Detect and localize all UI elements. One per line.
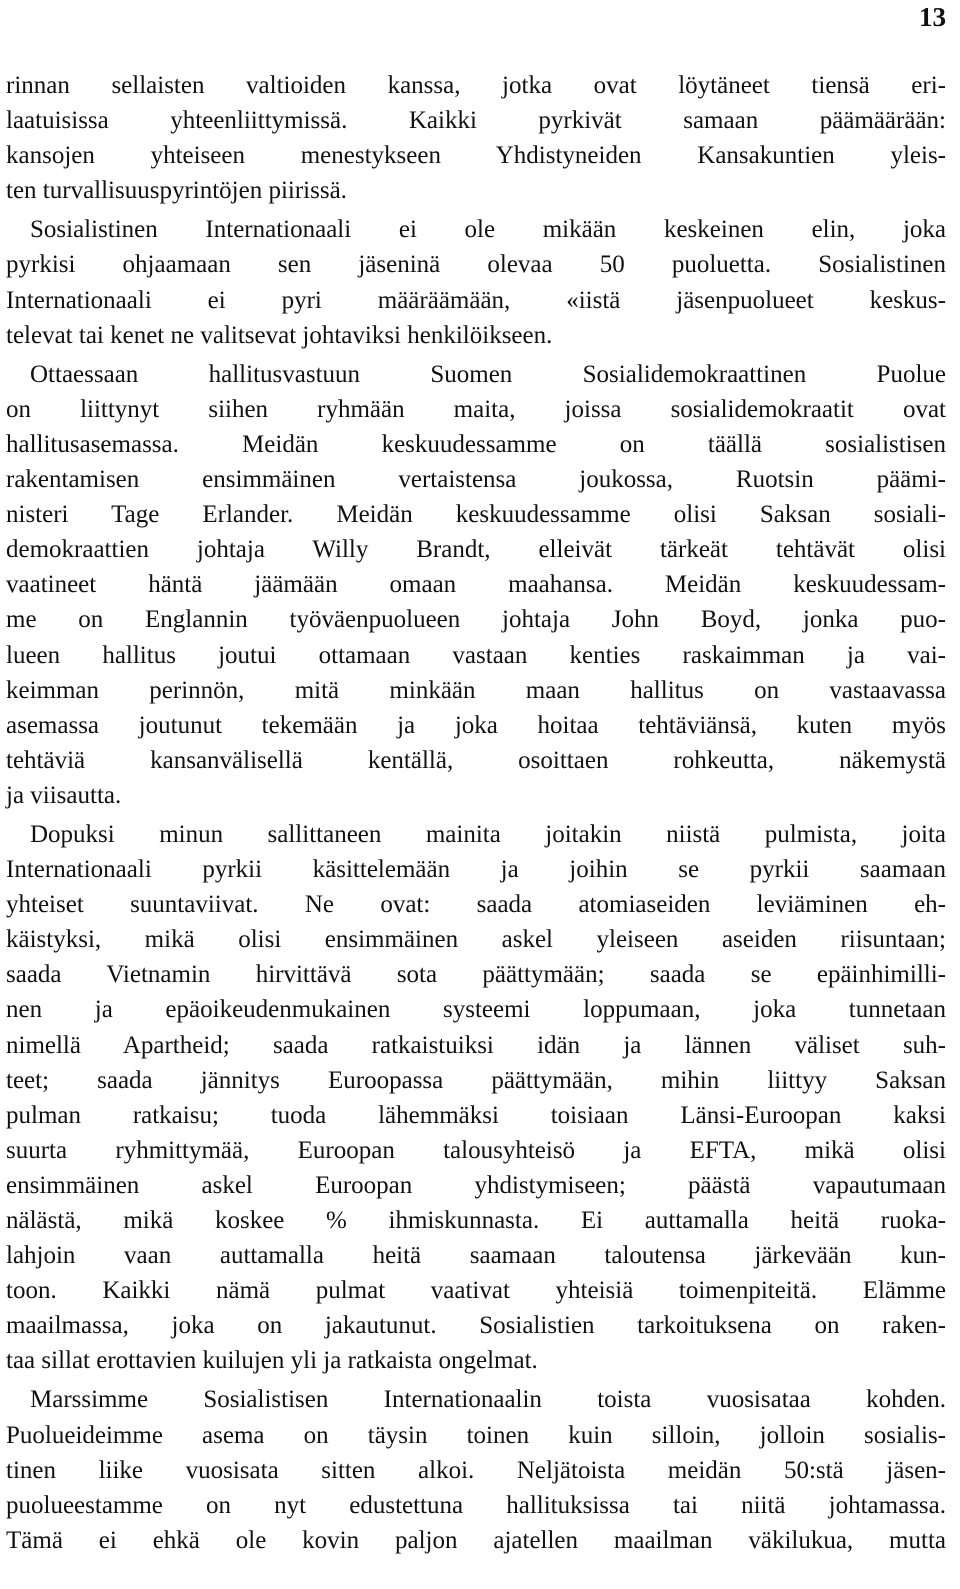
paragraph-line: keimman perinnön, mitä minkään maan hallitus on vastaavassa [6,676,946,704]
paragraph-line: nimellä Apartheid; saada ratkaistuiksi idän ja lännen väliset suh- [6,1031,946,1059]
paragraph-line: rakentamisen ensimmäinen vertaistensa joukossa, Ruotsin päämi- [6,466,946,494]
paragraph-line: Sosialistinen Internationaali ei ole mikään keskeinen elin, joka [30,216,946,244]
paragraph-line: hallitusasemassa. Meidän keskuudessamme on täällä sosialistisen [6,430,946,458]
paragraph-line: vaatineet häntä jäämään omaan maahansa. Meidän keskuudessam- [6,571,946,599]
paragraph-line: tehtäviä kansanvälisellä kentällä, osoittaen rohkeutta, näkemystä [6,746,946,774]
paragraph-line: demokraattien johtaja Willy Brandt, elleivät tärkeät tehtävät olisi [6,536,946,564]
paragraph-line: ensimmäinen askel Euroopan yhdistymiseen; päästä vapautumaan [6,1171,946,1199]
paragraph-line: kansojen yhteiseen menestykseen Yhdistyneiden Kansakuntien yleis- [6,142,946,170]
paragraph [6,1382,946,1557]
paragraph-line: ten turvallisuuspyrintöjen piirissä. [6,177,347,205]
paragraph [6,212,946,352]
paragraph [6,357,946,813]
paragraph-line: lueen hallitus joutui ottamaan vastaan kenties raskaimman ja vai- [6,641,946,669]
paragraph-line: ja viisautta. [6,781,122,809]
paragraph-line: maailmassa, joka on jakautunut. Sosialistien tarkoituksena on raken- [6,1312,946,1340]
paragraph-line: saada Vietnamin hirvittävä sota päättymään; saada se epäinhimilli- [6,961,946,989]
paragraph-line: Internationaali pyrkii käsittelemään ja joihin se pyrkii saamaan [6,856,946,884]
paragraph-line: tinen liike vuosisata sitten alkoi. Neljätoista meidän 50:stä jäsen- [6,1456,946,1484]
paragraph-line: me on Englannin työväenpuolueen johtaja John Boyd, jonka puo- [6,606,946,634]
paragraph-line: käistyksi, mikä olisi ensimmäinen askel yleiseen aseiden riisuntaan; [6,926,946,954]
paragraph-line: televat tai kenet ne valitsevat johtaviksi henkilöikseen. [6,321,553,349]
paragraph-line: asemassa joutunut tekemään ja joka hoitaa tehtäviänsä, kuten myös [6,711,946,739]
paragraph-line: toon. Kaikki nämä pulmat vaativat yhteisiä toimenpiteitä. Elämme [6,1277,946,1305]
document-body [6,68,946,1558]
paragraph-line: yhteiset suuntaviivat. Ne ovat: saada atomiaseiden leviäminen eh- [6,891,946,919]
paragraph-line: on liittynyt siihen ryhmään maita, joissa sosialidemokraatit ovat [6,395,946,423]
paragraph-line: taa sillat erottavien kuilujen yli ja ratkaista ongelmat. [6,1347,538,1375]
paragraph-line: nälästä, mikä koskee % ihmiskunnasta. Ei auttamalla heitä ruoka- [6,1207,946,1234]
paragraph-line: teet; saada jännitys Euroopassa päättymään, mihin liittyy Saksan [6,1066,946,1094]
paragraph-line: nen ja epäoikeudenmukainen systeemi loppumaan, joka tunnetaan [6,996,946,1024]
paragraph [6,68,946,208]
paragraph-line: laatuisissa yhteenliittymissä. Kaikki pyrkivät samaan päämäärään: [6,107,946,135]
paragraph-line: Tämä ei ehkä ole kovin paljon ajatellen maailman väkilukua, mutta [6,1526,946,1554]
paragraph-line: rinnan sellaisten valtioiden kanssa, jotka ovat löytäneet tiensä eri- [6,72,946,99]
paragraph-line: Dopuksi minun sallittaneen mainita joitakin niistä pulmista, joita [30,820,946,848]
paragraph [6,817,946,1379]
paragraph-line: puolueestamme on nyt edustettuna hallituksissa tai niitä johtamassa. [6,1491,946,1519]
page-number: 13 [919,2,946,32]
paragraph-line: nisteri Tage Erlander. Meidän keskuudessamme olisi Saksan sosiali- [6,501,946,529]
paragraph-line: pyrkisi ohjaamaan sen jäseninä olevaa 50 puoluetta. Sosialistinen [6,251,946,279]
paragraph-line: Puolueideimme asema on täysin toinen kuin silloin, jolloin sosialis- [6,1421,946,1449]
paragraph-line: suurta ryhmittymää, Euroopan talousyhteisö ja EFTA, mikä olisi [6,1136,946,1164]
paragraph-line: lahjoin vaan auttamalla heitä saamaan taloutensa järkevään kun- [6,1242,946,1270]
paragraph-line: pulman ratkaisu; tuoda lähemmäksi toisiaan Länsi-Euroopan kaksi [6,1101,946,1129]
paragraph-line: Marssimme Sosialistisen Internationaalin toista vuosisataa kohden. [30,1386,946,1414]
paragraph-line: Internationaali ei pyri määräämään, «iistä jäsenpuolueet keskus- [6,286,946,314]
paragraph-line: Ottaessaan hallitusvastuun Suomen Sosialidemokraattinen Puolue [30,360,946,388]
